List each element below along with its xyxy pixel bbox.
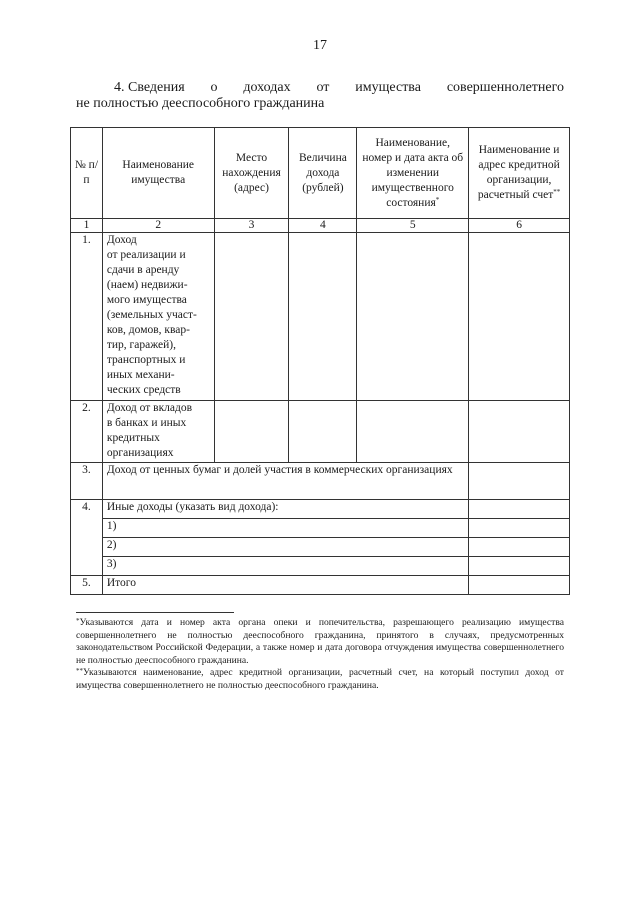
footnote-2: **Указываются наименование, адрес кредитной организации, расчетный счет, на который поступил доход от имущества совершеннолетнего не полностью дееспособного гражданина. [76, 667, 564, 691]
heading-word: 4. Сведения [114, 80, 185, 95]
header-cell: Наименование, номер и дата акта об изменении имущественного состояния* [357, 128, 469, 219]
heading-word: от [316, 80, 330, 95]
footnote-marker: * [435, 195, 440, 204]
column-number: 2 [102, 219, 214, 233]
empty-cell[interactable] [469, 538, 570, 557]
column-number-row [71, 219, 570, 233]
row-number: 3. [71, 463, 103, 500]
row-number: 4. [71, 500, 103, 576]
table-subrow [71, 519, 570, 538]
income-table [70, 127, 570, 595]
header-cell: Величина дохода (рублей) [289, 128, 357, 219]
header-cell: Наименование имущества [102, 128, 214, 219]
column-number: 1 [71, 219, 103, 233]
table-row [71, 463, 570, 500]
subrow-label: 3) [102, 557, 468, 576]
heading-word: о [210, 80, 218, 95]
empty-cell[interactable] [357, 401, 469, 463]
heading-word: имущества [355, 80, 421, 95]
header-cell: Наименование и адрес кредитной организации, расчетный счет** [469, 128, 570, 219]
empty-cell[interactable] [469, 519, 570, 538]
empty-cell[interactable] [289, 401, 357, 463]
table-subrow [71, 538, 570, 557]
empty-cell[interactable] [469, 576, 570, 595]
footnote-marker: ** [553, 188, 561, 196]
empty-cell[interactable] [357, 233, 469, 401]
table-row [71, 233, 570, 401]
heading-word: доходах [243, 80, 291, 95]
column-number: 5 [357, 219, 469, 233]
header-cell: Место нахождения (адрес) [214, 128, 289, 219]
table-row [71, 576, 570, 595]
footnote-1: *Указываются дата и номер акта органа опеки и попечительства, разрешающего реализацию имущества совершеннолетнего не полностью дееспособного гражданина, принятого в случаях, предусмотренных законодательством Российской Федерации, а также номер и дата договора отчуждения имущества совершеннолетнего не полностью дееспособного гражданина. [76, 617, 564, 666]
row-number: 2. [71, 401, 103, 463]
column-number: 4 [289, 219, 357, 233]
table-subrow [71, 557, 570, 576]
section-heading [76, 80, 564, 112]
empty-cell[interactable] [214, 401, 289, 463]
footnote-separator [76, 612, 234, 613]
header-row [71, 128, 570, 219]
table-row [71, 500, 570, 519]
header-cell: № п/п [71, 128, 103, 219]
row-label: Доход от вкладов в банках и иных кредитных организациях [102, 401, 214, 463]
row-number: 1. [71, 233, 103, 401]
heading-word: совершеннолетнего [446, 80, 564, 95]
heading-line-1 [76, 80, 564, 96]
column-number: 3 [214, 219, 289, 233]
empty-cell[interactable] [469, 500, 570, 519]
column-number: 6 [469, 219, 570, 233]
empty-cell[interactable] [289, 233, 357, 401]
row-label: Доход от ценных бумаг и долей участия в коммерческих организациях [102, 463, 468, 500]
heading-line-2: не полностью дееспособного гражданина [76, 96, 325, 111]
empty-cell[interactable] [469, 401, 570, 463]
page-number: 17 [313, 38, 327, 53]
table-row [71, 401, 570, 463]
footnotes [76, 617, 564, 693]
row-label: Итого [102, 576, 468, 595]
row-label: Доход от реализации и сдачи в аренду (наем) недвижи- мого имущества (земельных участ- ков, домов, квар- тир, гаражей), транспортных и иных механи- ческих средств [102, 233, 214, 401]
empty-cell[interactable] [214, 233, 289, 401]
subrow-label: 2) [102, 538, 468, 557]
empty-cell[interactable] [469, 233, 570, 401]
empty-cell[interactable] [469, 557, 570, 576]
row-label: Иные доходы (указать вид дохода): [102, 500, 468, 519]
row-number: 5. [71, 576, 103, 595]
subrow-label: 1) [102, 519, 468, 538]
empty-cell[interactable] [469, 463, 570, 500]
